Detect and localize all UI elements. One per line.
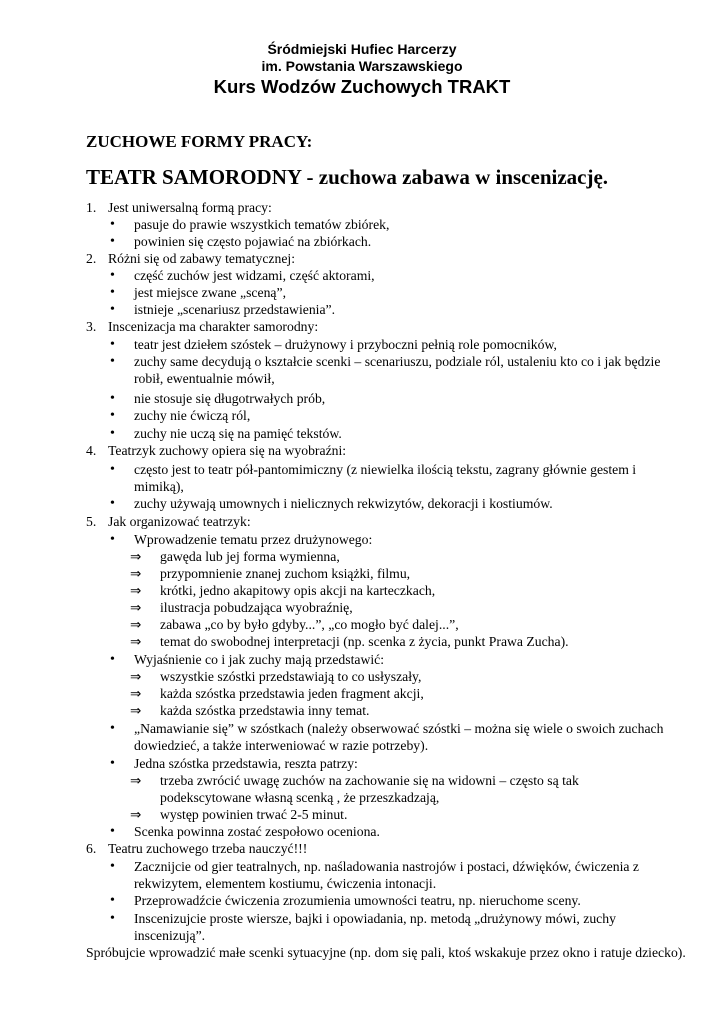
arrow-icon: ⇒ [130, 549, 142, 564]
bullet-icon: • [110, 824, 115, 839]
bullet-icon: • [110, 268, 115, 283]
bullet-icon: • [110, 285, 115, 300]
sub-item-text: gawęda lub jej forma wymienna, [160, 549, 340, 564]
arrow-icon: ⇒ [130, 703, 142, 718]
document-title: TEATR SAMORODNY - zuchowa zabawa w inscenizację. [86, 165, 609, 189]
arrow-icon: ⇒ [130, 634, 142, 649]
bullet-icon: • [110, 462, 115, 477]
bullet-text: Przeprowadźcie ćwiczenia zrozumienia umowności teatru, np. nieruchome sceny. [134, 893, 581, 908]
bullet-icon: • [110, 911, 115, 926]
bullet-text: zuchy nie ćwiczą ról, [134, 408, 251, 423]
bullet-text: nie stosuje się długotrwałych prób, [134, 391, 326, 406]
bullet-icon: • [110, 302, 115, 317]
item-number: 5. [86, 514, 97, 529]
bullet-icon: • [110, 496, 115, 511]
sub-item-text: przypomnienie znanej zuchom książki, filmu, [160, 566, 411, 581]
bullet-text: teatr jest dziełem szóstek – drużynowy i przyboczni pełnią role pomocników, [134, 337, 557, 352]
bullet-text: pasuje do prawie wszystkich tematów zbiórek, [134, 217, 390, 232]
bullet-text: część zuchów jest widzami, część aktorami, [134, 268, 375, 283]
item-number: 2. [86, 251, 97, 266]
bullet-icon: • [110, 391, 115, 406]
bullet-icon: • [110, 756, 115, 771]
bullet-text: Jedna szóstka przedstawia, reszta patrzy: [134, 756, 358, 771]
arrow-icon: ⇒ [130, 773, 142, 788]
sub-item-text: temat do swobodnej interpretacji (np. scenka z życia, punkt Prawa Zucha). [160, 634, 569, 649]
item-text: Jest uniwersalną formą pracy: [108, 200, 272, 215]
bullet-icon: • [110, 234, 115, 249]
sub-item-text: każda szóstka przedstawia inny temat. [160, 703, 370, 718]
sub-item-text: każda szóstka przedstawia jeden fragment akcji, [160, 686, 424, 701]
bullet-icon: • [110, 893, 115, 908]
bullet-text: Wyjaśnienie co i jak zuchy mają przedstawić: [134, 652, 385, 667]
header-course-name: Kurs Wodzów Zuchowych TRAKT [213, 76, 511, 97]
sub-item-text: krótki, jedno akapitowy opis akcji na karteczkach, [160, 583, 436, 598]
bullet-text: Zacznijcie od gier teatralnych, np. naśladowania nastrojów i postaci, dźwięków, ćwiczenia z rekwizytem, elementem kostiumu, ćwiczenia intonacji. [134, 859, 639, 891]
sub-item-text: zabawa „co by było gdyby...”, „co mogło być dalej...”, [160, 617, 459, 632]
header-org-patron: im. Powstania Warszawskiego [261, 58, 463, 74]
sub-item-text: trzeba zwrócić uwagę zuchów na zachowanie się na widowni – często są tak podekscytowane własną scenką , że przeszkadzają, [160, 773, 579, 805]
bullet-icon: • [110, 532, 115, 547]
bullet-icon: • [110, 426, 115, 441]
item-text: Jak organizować teatrzyk: [108, 514, 251, 529]
bullet-icon: • [110, 408, 115, 423]
arrow-icon: ⇒ [130, 600, 142, 615]
bullet-icon: • [110, 337, 115, 352]
bullet-text: powinien się często pojawiać na zbiórkach. [134, 234, 372, 249]
sub-item-text: ilustracja pobudzająca wyobraźnię, [160, 600, 353, 615]
item-number: 1. [86, 200, 97, 215]
arrow-icon: ⇒ [130, 807, 142, 822]
arrow-icon: ⇒ [130, 617, 142, 632]
bullet-text: Inscenizujcie proste wiersze, bajki i opowiadania, np. metodą „drużynowy mówi, zuchy inscenizują”. [134, 911, 616, 943]
sub-item-text: występ powinien trwać 2-5 minut. [160, 807, 348, 822]
paragraph-text: Spróbujcie wprowadzić małe scenki sytuacyjne (np. dom się pali, ktoś wskakuje przez okno i ratuje dziecko). [86, 945, 686, 960]
bullet-text: „Namawianie się” w szóstkach (należy obserwować szóstki – można się wiele o swoich zuchach dowiedzieć, a także interweniować w razie potrzeby). [134, 721, 664, 753]
header-org-name: Śródmiejski Hufiec Harcerzy [267, 41, 457, 57]
bullet-icon: • [110, 652, 115, 667]
bullet-text: Wprowadzenie tematu przez drużynowego: [134, 532, 373, 547]
section-title: ZUCHOWE FORMY PRACY: [86, 132, 313, 151]
bullet-icon: • [110, 859, 115, 874]
bullet-text: Scenka powinna zostać zespołowo oceniona. [134, 824, 380, 839]
arrow-icon: ⇒ [130, 686, 142, 701]
bullet-text: zuchy same decydują o kształcie scenki – scenariuszu, podziale ról, ustaleniu kto co i jak będzie robił, ewentualnie mówił, [134, 354, 661, 386]
bullet-text: zuchy używają umownych i nielicznych rekwizytów, dekoracji i kostiumów. [134, 496, 553, 511]
item-text: Teatru zuchowego trzeba nauczyć!!! [108, 841, 308, 856]
item-number: 3. [86, 319, 97, 334]
arrow-icon: ⇒ [130, 566, 142, 581]
item-number: 6. [86, 841, 97, 856]
bullet-text: jest miejsce zwane „sceną”, [134, 285, 286, 300]
bullet-icon: • [110, 721, 115, 736]
item-text: Teatrzyk zuchowy opiera się na wyobraźni: [108, 443, 347, 458]
item-text: Różni się od zabawy tematycznej: [108, 251, 295, 266]
bullet-text: zuchy nie uczą się na pamięć tekstów. [134, 426, 342, 441]
sub-item-text: wszystkie szóstki przedstawiają to co usłyszały, [160, 669, 422, 684]
arrow-icon: ⇒ [130, 669, 142, 684]
bullet-icon: • [110, 217, 115, 232]
bullet-text: często jest to teatr pół-pantomimiczny (z niewielka ilością tekstu, zagrany głównie gestem i mimiką), [134, 462, 637, 494]
item-number: 4. [86, 443, 97, 458]
bullet-text: istnieje „scenariusz przedstawienia”. [134, 302, 336, 317]
arrow-icon: ⇒ [130, 583, 142, 598]
bullet-icon: • [110, 354, 115, 369]
item-text: Inscenizacja ma charakter samorodny: [108, 319, 319, 334]
